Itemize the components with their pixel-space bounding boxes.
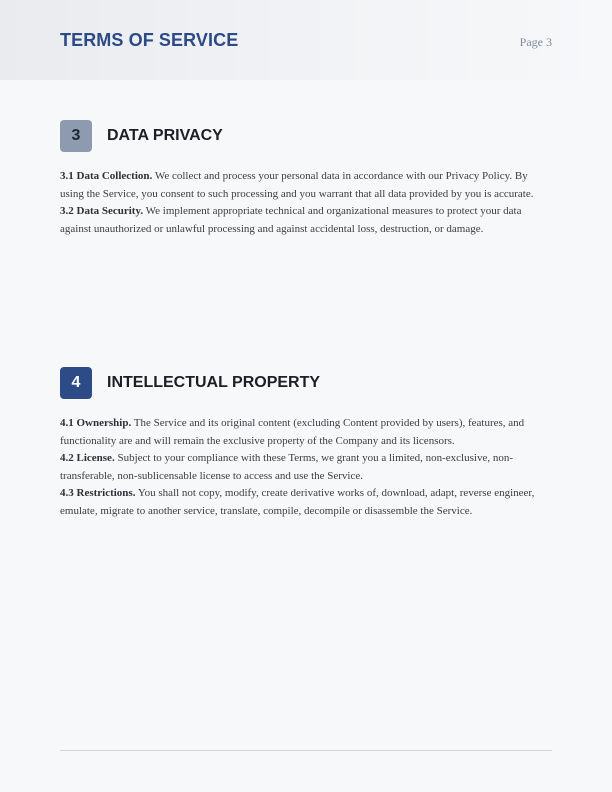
clause-label: 4.3 Restrictions. bbox=[60, 487, 136, 500]
section-heading bbox=[60, 367, 552, 399]
section-number-badge: 3 bbox=[60, 120, 92, 152]
section-number-badge: 4 bbox=[60, 367, 92, 399]
clause-paragraph bbox=[60, 485, 552, 520]
clause-label: 3.1 Data Collection. bbox=[60, 170, 153, 182]
clause-paragraph bbox=[60, 168, 552, 203]
clause-text: We implement appropriate technical and organizational measures to protect your data against unauthorized or unlawful processing and against accidental loss, destruction, or damage. bbox=[60, 205, 522, 235]
section-title: INTELLECTUAL PROPERTY bbox=[107, 374, 321, 391]
clause-label: 4.1 Ownership. bbox=[60, 417, 132, 429]
section-data-privacy bbox=[60, 120, 552, 238]
clause-label: 3.2 Data Security. bbox=[60, 205, 144, 218]
page-header bbox=[0, 0, 612, 80]
clause-paragraph bbox=[60, 415, 552, 450]
footer-divider bbox=[60, 750, 552, 751]
section-body bbox=[60, 415, 552, 521]
clause-paragraph bbox=[60, 450, 552, 485]
page-number: Page 3 bbox=[519, 35, 552, 49]
clause-paragraph bbox=[60, 203, 552, 238]
clause-text: We collect and process your personal data in accordance with our Privacy Policy. By using the Service, you consent to such processing and you warrant that all data provided by you is accurate. bbox=[60, 170, 534, 200]
document-title: TERMS OF SERVICE bbox=[60, 30, 239, 50]
section-intellectual-property bbox=[60, 367, 552, 521]
section-title: DATA PRIVACY bbox=[107, 127, 223, 144]
clause-label: 4.2 License. bbox=[60, 452, 115, 465]
clause-text: Subject to your compliance with these Terms, we grant you a limited, non-exclusive, non-transferable, non-sublicensable license to access and use the Service. bbox=[60, 452, 513, 482]
section-heading bbox=[60, 120, 552, 152]
clause-text: The Service and its original content (excluding Content provided by users), features, and functionality are and will remain the exclusive property of the Company and its licensors. bbox=[60, 417, 525, 447]
section-body bbox=[60, 168, 552, 238]
clause-text: You shall not copy, modify, create derivative works of, download, adapt, reverse engineer, emulate, migrate to another service, translate, compile, decompile or disassemble the Service. bbox=[60, 487, 535, 517]
